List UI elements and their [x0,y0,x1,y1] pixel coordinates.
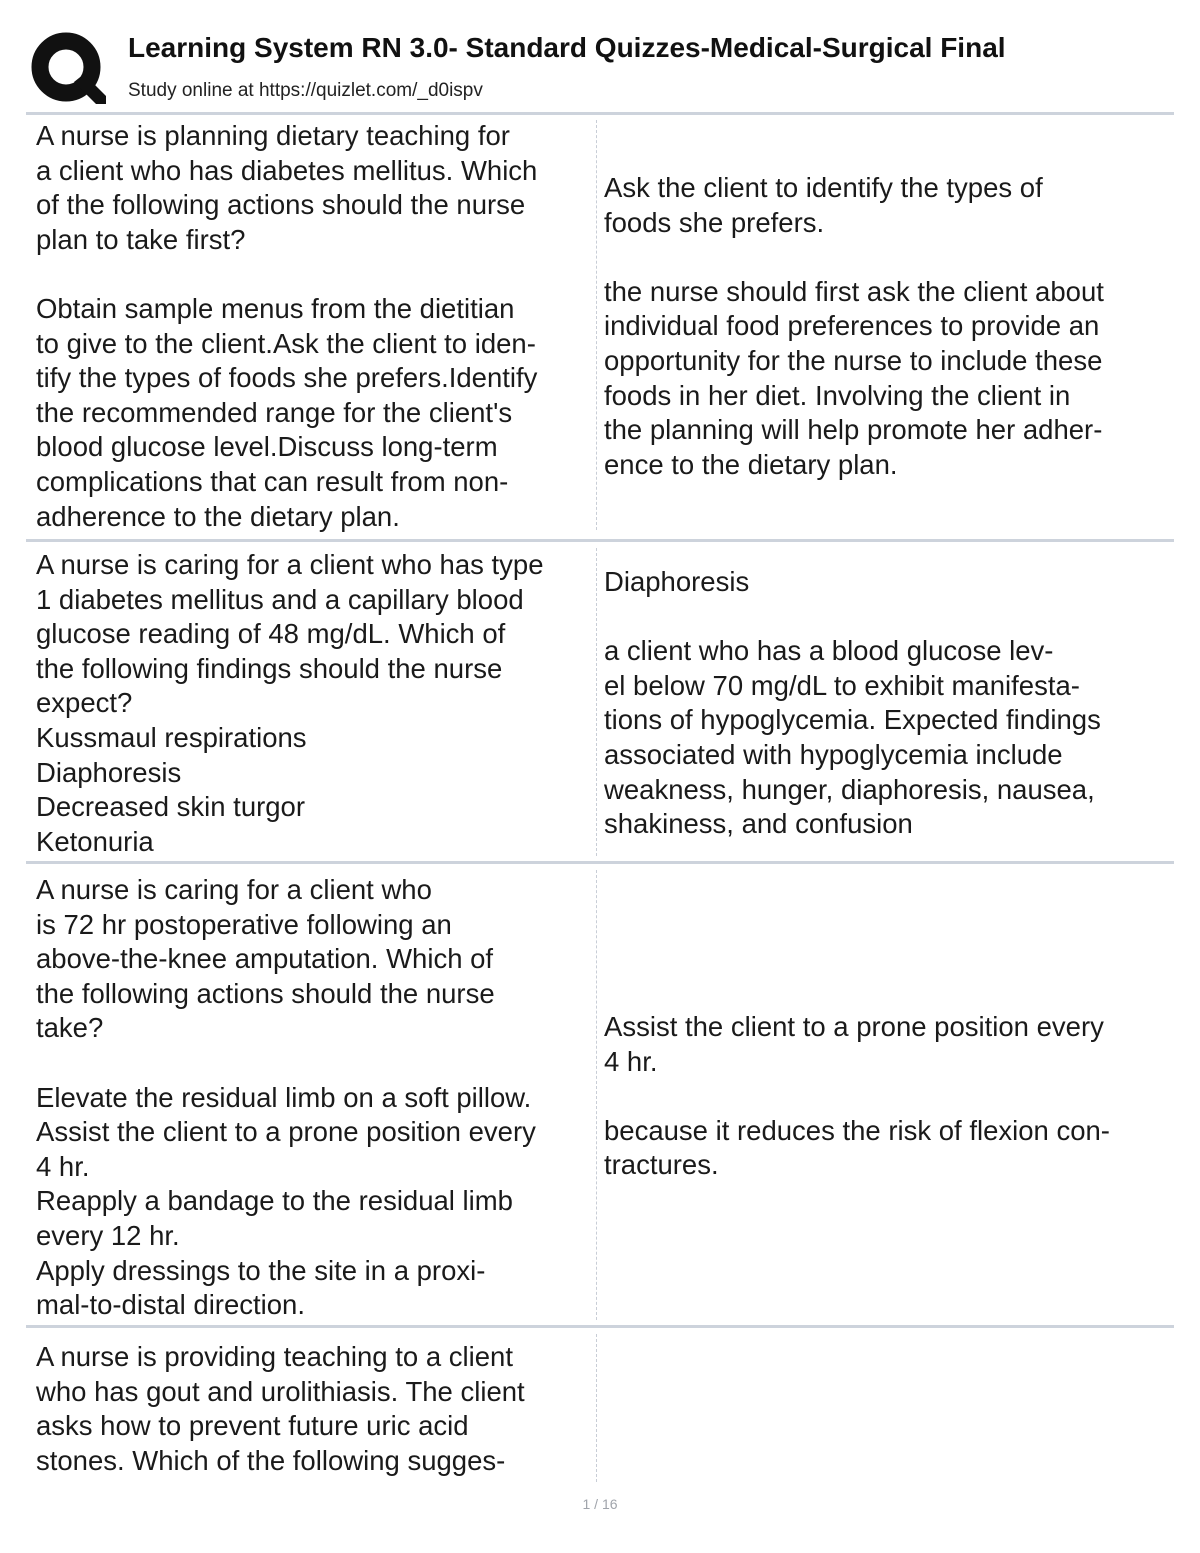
card-2-term: A nurse is caring for a client who has type 1 diabetes mellitus and a capillary blood glucose reading of 48 mg/dL. Which of the following findings should the nurse expect? Kussmaul respirations Diaphoresis Decreased skin turgor Ketonuria [36,549,544,857]
study-online-link[interactable]: Study online at https://quizlet.com/_d0ispv [128,80,483,101]
column-divider [596,870,597,1320]
card-1-definition: Ask the client to identify the types of foods she prefers. the nurse should first ask the client about individual food preferences to provide an opportunity for the nurse to include these foods in her diet. Involving the client in the planning will help promote her adher- ence to the dietary plan. [604,172,1104,480]
column-divider [596,1334,597,1482]
page-number: 1 / 16 [582,1496,618,1512]
quizlet-logo-icon [30,30,106,106]
card-divider [26,539,1174,542]
card-divider [26,861,1174,864]
card-3-definition: Assist the client to a prone position every 4 hr. because it reduces the risk of flexion con- tractures. [604,1011,1110,1181]
card-3-term: A nurse is caring for a client who is 72 hr postoperative following an above-the-knee amputation. Which of the following actions should the nurse take? Elevate the residual limb on a soft pillow. Assist the client to a prone position every 4 hr. Reapply a bandage to the residual limb every 12 hr. Apply dressings to the site in a proxi- mal-to-distal direction. [36,874,536,1321]
column-divider [596,548,597,856]
card-1-term: A nurse is planning dietary teaching for a client who has diabetes mellitus. Which of the following actions should the nurse plan to take first? Obtain sample menus from the dietitian to give to the client.Ask the client to iden- tify the types of foods she prefers.Identify the recommended range for the client's blood glucose level.Discuss long-term complications that can result from non- adherence to the dietary plan. [36,120,538,532]
card-divider [26,1325,1174,1328]
document-title: Learning System RN 3.0- Standard Quizzes-Medical-Surgical Final [128,32,1006,63]
column-divider [596,120,597,530]
header-divider [26,112,1174,115]
card-4-term: A nurse is providing teaching to a client who has gout and urolithiasis. The client asks how to prevent future uric acid stones. Which of the following sugges- [36,1341,525,1476]
card-2-definition: Diaphoresis a client who has a blood glucose lev- el below 70 mg/dL to exhibit manifesta- tions of hypoglycemia. Expected findings associated with hypoglycemia include weakness, hunger, diaphoresis, nausea, shakiness, and confusion [604,566,1101,840]
